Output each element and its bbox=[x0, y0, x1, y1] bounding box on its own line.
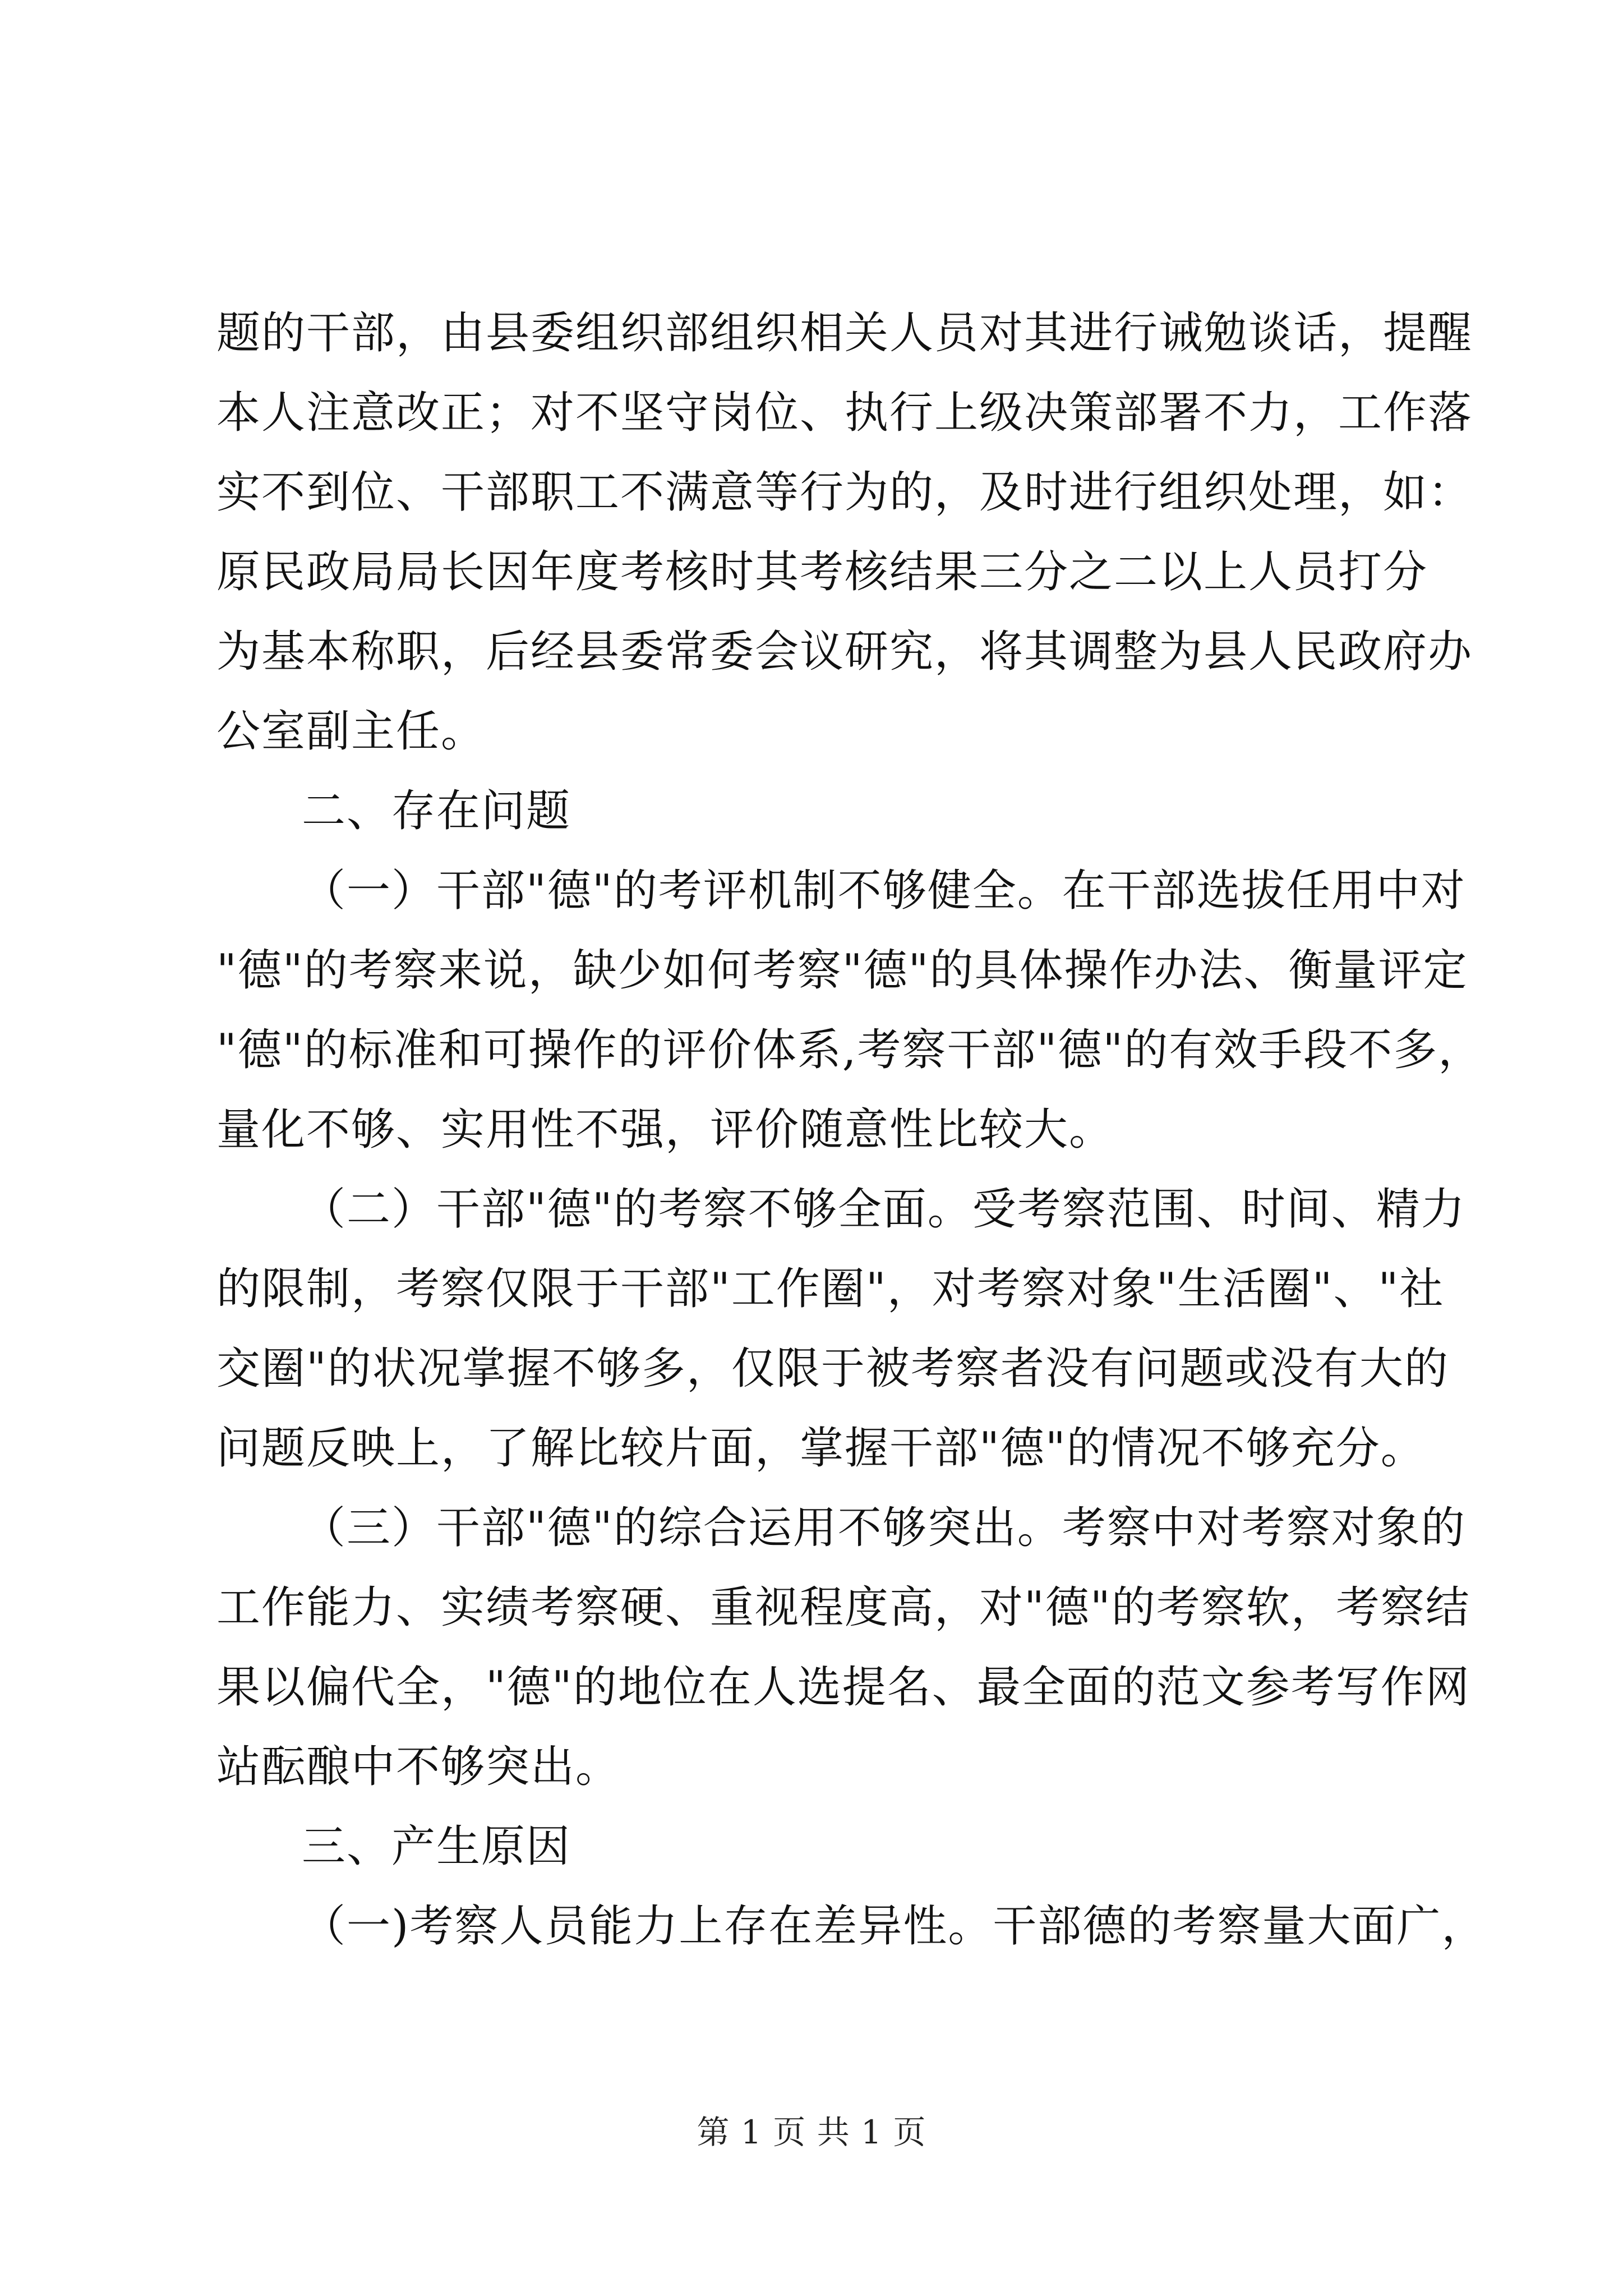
paragraph-line: （二）干部"德"的考察不够全面。受考察范围、时间、精力 bbox=[302, 1184, 1466, 1235]
paragraph-line: "德"的考察来说，缺少如何考察"德"的具体操作办法、衡量评定 bbox=[216, 945, 1468, 996]
paragraph-line: 交圈"的状况掌握不够多，仅限于被考察者没有问题或没有大的 bbox=[216, 1343, 1449, 1394]
paragraph-line: （一）干部"德"的考评机制不够健全。在干部选拔任用中对 bbox=[302, 866, 1466, 916]
paragraph-line: 问题反映上，了解比较片面，掌握干部"德"的情况不够充分。 bbox=[216, 1423, 1426, 1474]
paragraph-line: 量化不够、实用性不强，评价随意性比较大。 bbox=[216, 1105, 1114, 1155]
page-footer: 第 1 页 共 1 页 bbox=[697, 2113, 926, 2151]
paragraph-line: 实不到位、干部职工不满意等行为的，及时进行组织处理，如： bbox=[216, 467, 1473, 518]
paragraph-line: 原民政局局长因年度考核时其考核结果三分之二以上人员打分 bbox=[216, 547, 1428, 597]
paragraph-line: 果以偏代全，"德"的地位在人选提名、最全面的范文参考写作网 bbox=[216, 1662, 1470, 1713]
paragraph-line: 题的干部，由县委组织部组织相关人员对其进行诫勉谈话，提醒 bbox=[216, 308, 1473, 358]
paragraph-line: 为基本称职，后经县委常委会议研究，将其调整为县人民政府办 bbox=[216, 627, 1473, 677]
paragraph-line: （三）干部"德"的综合运用不够突出。考察中对考察对象的 bbox=[302, 1503, 1466, 1553]
paragraph-line: （一)考察人员能力上存在差异性。干部德的考察量大面广， bbox=[302, 1901, 1487, 1952]
paragraph-line: 的限制，考察仅限于干部"工作圈"，对考察对象"生活圈"、"社 bbox=[216, 1264, 1445, 1314]
paragraph-line: 本人注意改正；对不坚守岗位、执行上级决策部署不力，工作落 bbox=[216, 388, 1473, 438]
paragraph-line: 工作能力、实绩考察硬、重视程度高，对"德"的考察软，考察结 bbox=[216, 1582, 1470, 1633]
paragraph-line: "德"的标准和可操作的评价体系,考察干部"德"的有效手段不多， bbox=[216, 1025, 1483, 1075]
section-heading: 二、存在问题 bbox=[302, 786, 571, 836]
section-heading: 三、产生原因 bbox=[302, 1821, 571, 1872]
paragraph-line: 站酝酿中不够突出。 bbox=[216, 1742, 621, 1792]
paragraph-line: 公室副主任。 bbox=[216, 706, 486, 757]
